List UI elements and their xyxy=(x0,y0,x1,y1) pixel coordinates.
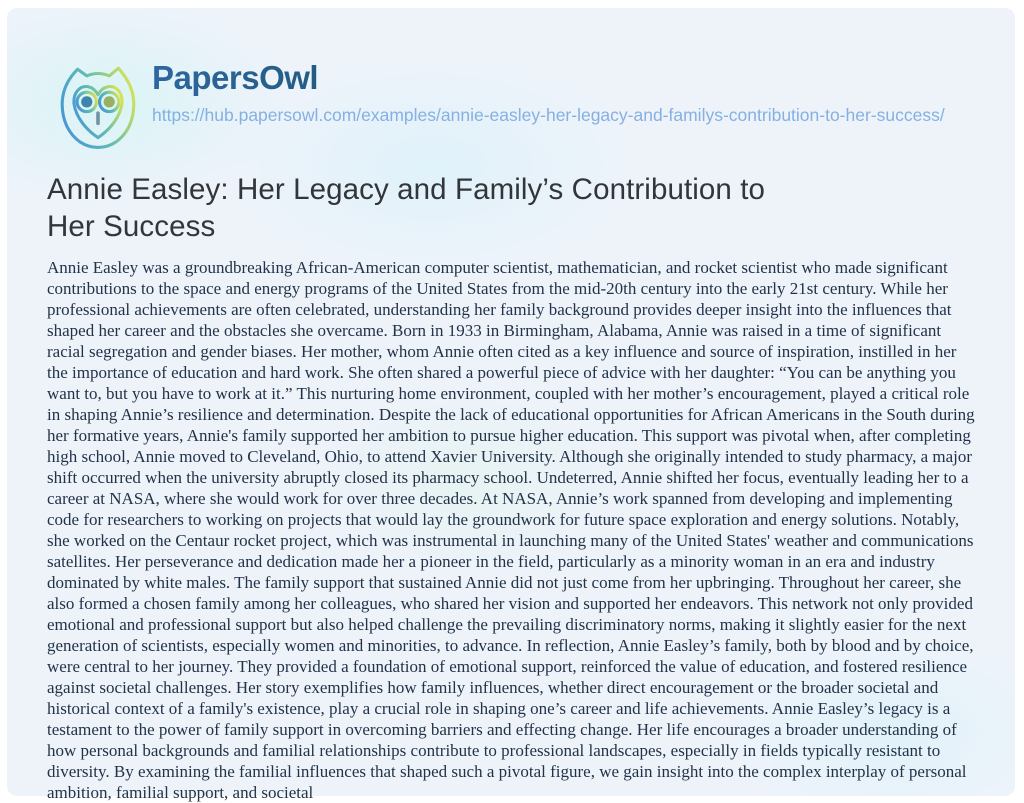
owl-icon xyxy=(47,55,149,159)
site-header xyxy=(152,60,945,127)
site-brand-name: PapersOwl xyxy=(152,60,945,96)
essay-body-text: Annie Easley was a groundbreaking African-American computer scientist, mathematician, and rocket scientist who made significant contributions to the space and energy programs of the United States from the mid-20th century into the early 21st century. While her professional achievements are often celebrated, understanding her family background provides deeper insight into the influences that shaped her career and the obstacles she overcame. Born in 1933 in Birmingham, Alabama, Annie was raised in a time of significant racial segregation and gender biases. Her mother, whom Annie often cited as a key influence and source of inspiration, instilled in her the importance of education and hard work. She often shared a powerful piece of advice with her daughter: “You can be anything you want to, but you have to work at it.” This nurturing home environment, coupled with her mother’s encouragement, played a critical role in shaping Annie’s resilience and determination. Despite the lack of educational opportunities for African Americans in the South during her formative years, Annie's family supported her ambition to pursue higher education. This support was pivotal when, after completing high school, Annie moved to Cleveland, Ohio, to attend Xavier University. Although she originally intended to study pharmacy, a major shift occurred when the university abruptly closed its pharmacy school. Undeterred, Annie shifted her focus, eventually leading her to a career at NASA, where she would work for over three decades. At NASA, Annie’s work spanned from developing and implementing code for researchers to working on projects that would lay the groundwork for future space exploration and energy solutions. Notably, she worked on the Centaur rocket project, which was instrumental in launching many of the United States' weather and communications satellites. Her perseverance and dedication made her a pioneer in the field, particularly as a minority woman in an era and industry dominated by white males. The family support that sustained Annie did not just come from her upbringing. Throughout her career, she also formed a chosen family among her colleagues, who shared her vision and supported her endeavors. This network not only provided emotional and professional support but also helped challenge the prevailing discriminatory norms, making it slightly easier for the next generation of scientists, especially women and minorities, to advance. In reflection, Annie Easley’s family, both by blood and by choice, were central to her journey. They provided a foundation of emotional support, reinforced the value of education, and fostered resilience against societal challenges. Her story exemplifies how family influences, whether direct encouragement or the broader societal and historical context of a family's existence, play a crucial role in shaping one’s career and life achievements. Annie Easley’s legacy is a testament to the power of family support in overcoming barriers and effecting change. Her life encourages a broader understanding of how personal backgrounds and familial relationships contribute to professional landscapes, especially in fields typically resistant to diversity. By examining the familial influences that shaped such a pivotal figure, we gain insight into the complex interplay of personal ambition, familial support, and societal xyxy=(47,258,975,802)
page-title: Annie Easley: Her Legacy and Family’s Contribution to Her Success xyxy=(47,173,766,243)
page-canvas xyxy=(7,8,1015,802)
papersowl-logo xyxy=(47,55,149,159)
source-url-link[interactable]: https://hub.papersowl.com/examples/annie-easley-her-legacy-and-familys-contribution-to-her-success/ xyxy=(152,105,945,126)
